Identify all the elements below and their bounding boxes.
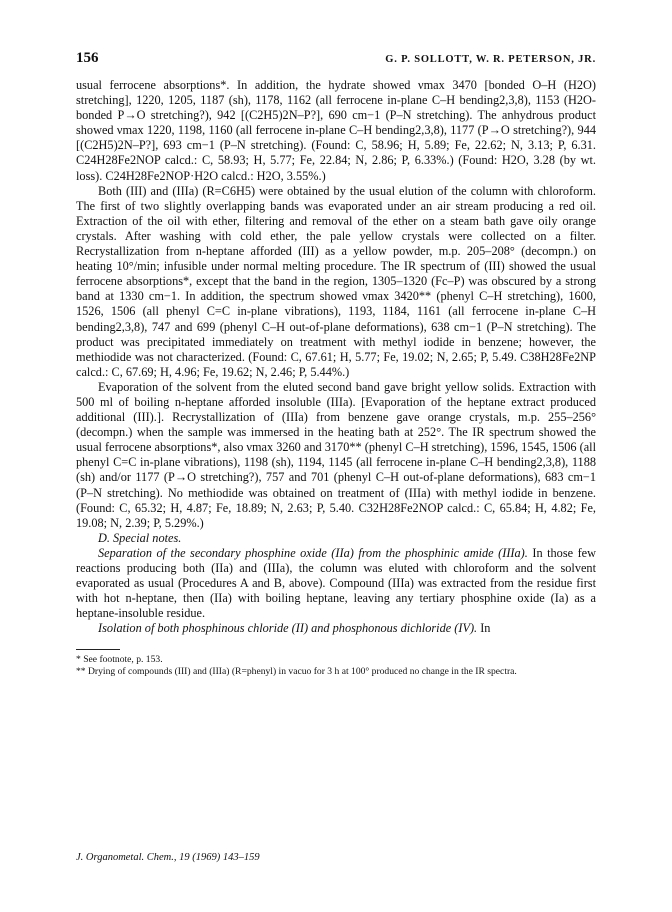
paragraph-second-band: Evaporation of the solvent from the eluted second band gave bright yellow solids. Extraction with 500 ml of boiling n-heptane afforded insoluble (IIIa). [Evaporation of the heptane extract produced additional (III).]. Recrystallization of (IIIa) from benzene gave orange crystals, m.p. 255–256° (decompn.) when the sample was immersed in the heating bath at 252°. The IR spectrum showed the usual ferrocene absorptions*, also νmax 3260 and 3170** (phenyl C–H stretching), 1596, 1545, 1506 (all phenyl C=C in-plane vibrations), 1198 (sh), 1194, 1145 (all ferrocene in-plane C–H bending2,3,8), 1188 (sh) and/or 1177 (P→O stretching?), 757 and 701 (phenyl C–H out-of-plane deformations), 683 cm−1 (P–N stretching). No methiodide was obtained on treatment of (IIIa) with methyl iodide in benzene. (Found: C, 65.32; H, 4.87; Fe, 18.89; N, 2.63; P, 5.40. C32H28Fe2NOP calcd.: C, 65.84; H, 4.82; Fe, 19.08; N, 2.39; P, 5.29%.) bbox=[76, 379, 596, 530]
note-text: In those few reactions producing both (IIa) and (IIIa), the column was eluted with chloroform and the solvent evaporated as usual (Procedures A and B, above). Compound (IIIa) was extracted from the residue first with hot n-heptane, then (IIa) with boiling heptane, leaving any tertiary phosphine oxide (Ia) as a heptane-insoluble residue. bbox=[76, 545, 596, 621]
section-heading: D. Special notes. bbox=[98, 530, 182, 545]
footnotes bbox=[76, 654, 596, 678]
page-header bbox=[76, 50, 596, 72]
note-title: Separation of the secondary phosphine oxide (IIa) from the phosphinic amide (IIIa). bbox=[98, 545, 528, 560]
note-text: In bbox=[480, 621, 491, 636]
article-body bbox=[76, 78, 596, 636]
special-note-separation bbox=[76, 546, 596, 621]
paragraph-continued: usual ferrocene absorptions*. In addition, the hydrate showed νmax 3470 [bonded O–H (H2O) stretching], 1220, 1205, 1187 (sh), 1178, 1162 (all ferrocene in-plane C–H bending2,3,8), 1153 (H2O-bonded P→O stretching?), 942 [(C2H5)2N–P?], 690 cm−1 (P–N stretching). The anhydrous product showed νmax 1220, 1198, 1160 (all ferrocene in-plane C–H bending2,3,8), 1177 (P→O stretching?), 944 [(C2H5)2N–P?], 693 cm−1 (P–N stretching). (Found: C, 58.96; H, 5.89; Fe, 22.62; N, 3.13; P, 6.31. C24H28Fe2NOP calcd.: C, 58.93; H, 5.77; Fe, 22.84; N, 2.86; P, 6.33%.) (Found: H2O, 3.28 (by wt. loss). C24H28Fe2NOP·H2O calcd.: H2O, 3.55%.) bbox=[76, 78, 596, 183]
paragraph-iii-iiia: Both (III) and (IIIa) (R=C6H5) were obtained by the usual elution of the column with chloroform. The first of two slightly overlapping bands was evaporated under an air stream producing a red oil. Extraction of the oil with ether, filtering and removal of the ether on a steam bath gave oily orange crystals. After washing with cold ether, the pale yellow crystals were collected on a filter. Recrystallization from n-heptane afforded (III) as a yellow powder, m.p. 205–208° (decompn.) on heating 10°/min; infusible under normal melting procedure. The IR spectrum of (III) showed the usual ferrocene absorptions*, except that the band in the region, 1305–1320 (Fc–P) was obscured by a strong band at 1330 cm−1. In addition, the spectrum showed νmax 3420** (phenyl C–H stretching), 1600, 1526, 1506 (all phenyl C=C in-plane vibrations), 1193, 1184, 1161 (all ferrocene in-plane C–H bending2,3,8), 747 and 699 (phenyl C–H out-of-plane deformations), 638 cm−1 (P–N stretching). The product was precipitated immediately on treatment with methyl iodide in benzene; however, the methiodide was not characterized. (Found: C, 67.61; H, 5.77; Fe, 19.02; N, 2.65; P, 5.49. C38H28Fe2NP calcd.: C, 67.69; H, 4.96; Fe, 19.62; N, 2.46; P, 5.44%.) bbox=[76, 183, 596, 379]
footnote: ** Drying of compounds (III) and (IIIa) (R=phenyl) in vacuo for 3 h at 100° produced no change in the IR spectra. bbox=[76, 666, 517, 678]
note-title: Isolation of both phosphinous chloride (II) and phosphonous dichloride (IV). bbox=[98, 621, 478, 636]
page-number: 156 bbox=[76, 50, 99, 66]
page bbox=[76, 50, 596, 678]
footnote: * See footnote, p. 153. bbox=[76, 654, 163, 666]
running-head: G. P. SOLLOTT, W. R. PETERSON, JR. bbox=[385, 54, 596, 65]
footnote-rule bbox=[76, 649, 120, 650]
journal-reference: J. Organometal. Chem., 19 (1969) 143–159 bbox=[76, 852, 260, 863]
special-note-isolation bbox=[76, 621, 596, 636]
